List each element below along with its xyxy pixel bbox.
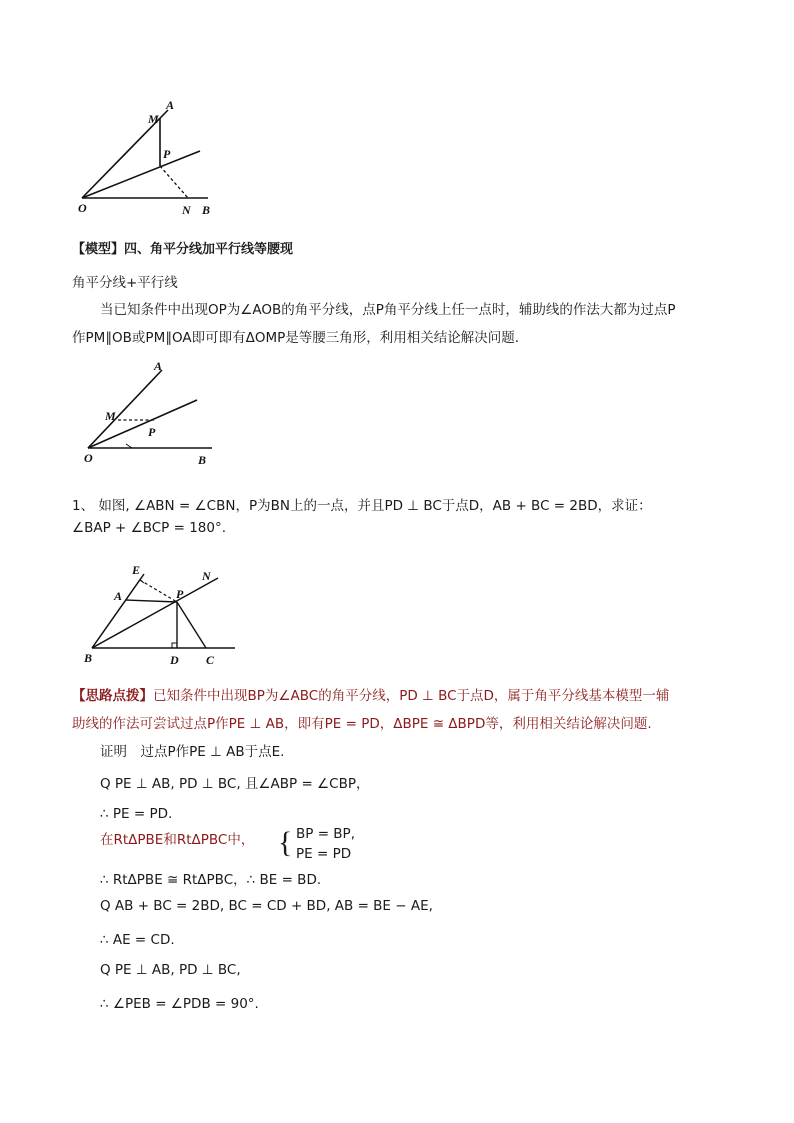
proof-step-3-a: BP = BP, bbox=[296, 826, 355, 842]
segment-pn-dashed bbox=[160, 166, 188, 198]
label-p: P bbox=[148, 425, 156, 439]
proof-step-4: ∴ RtΔPBE ≅ RtΔPBC，∴ BE = BD. bbox=[100, 872, 322, 888]
label-o: O bbox=[78, 201, 87, 215]
subtitle: 角平分线+平行线 bbox=[72, 275, 178, 291]
hint-line-1-text: 已知条件中出现BP为∠ABC的角平分线，PD ⊥ BC于点D，属于角平分线基本模型一辅 bbox=[153, 688, 670, 704]
intro-line-2: 作PM∥OB或PM∥OA即可即有ΔOMP是等腰三角形，利用相关结论解决问题. bbox=[72, 330, 520, 346]
hint-line-2: 助线的作法可尝试过点P作PE ⊥ AB，即有PE = PD，ΔBPE ≅ ΔBPD等，利用相关结论解决问题. bbox=[72, 716, 652, 732]
intro-line-1: 当已知条件中出现OP为∠AOB的角平分线，点P角平分线上任一点时，辅助线的作法大都为过点P bbox=[100, 302, 676, 318]
proof-step-7: Q PE ⊥ AB, PD ⊥ BC, bbox=[100, 962, 241, 978]
problem-1-line-2: ∠BAP + ∠BCP = 180°. bbox=[72, 520, 227, 536]
label-b: B bbox=[84, 651, 93, 665]
label-d: D bbox=[170, 653, 179, 667]
label-p: P bbox=[176, 587, 184, 601]
label-p: P bbox=[163, 147, 171, 161]
proof-step-3-b: PE = PD bbox=[296, 846, 352, 862]
label-b: B bbox=[198, 453, 207, 467]
right-angle-mark-e bbox=[140, 580, 144, 583]
proof-step-1: Q PE ⊥ AB, PD ⊥ BC, 且∠ABP = ∠CBP， bbox=[100, 776, 370, 792]
model-heading: 【模型】四、角平分线加平行线等腰现 bbox=[72, 242, 294, 257]
proof-step-5: Q AB + BC = 2BD, BC = CD + BD, AB = BE − AE, bbox=[100, 898, 433, 914]
ray-ba bbox=[92, 574, 144, 648]
hint-tag: 【思路点拨】 bbox=[72, 688, 153, 704]
figure-2-parallel-line bbox=[72, 358, 222, 470]
label-m: M bbox=[105, 409, 116, 423]
proof-step-6: ∴ AE = CD. bbox=[100, 932, 175, 948]
label-a: A bbox=[166, 98, 175, 112]
brace: { bbox=[278, 826, 293, 859]
hint-block bbox=[72, 682, 752, 738]
ray-op bbox=[88, 400, 197, 448]
label-n: N bbox=[202, 569, 211, 583]
figure-1-angle-bisector bbox=[70, 96, 220, 221]
figure-3-problem bbox=[80, 560, 245, 672]
problem-1-line-1: 1、 如图, ∠ABN = ∠CBN，P为BN上的一点，并且PD ⊥ BC于点D，AB + BC = 2BD，求证： bbox=[72, 498, 652, 514]
label-o: O bbox=[84, 451, 93, 465]
segment-ap bbox=[126, 600, 177, 602]
proof-step-2: ∴ PE = PD. bbox=[100, 806, 173, 822]
proof-step-8: ∴ ∠PEB = ∠PDB = 90°. bbox=[100, 996, 259, 1012]
label-e: E bbox=[132, 563, 141, 577]
proof-step-3-prefix: 在RtΔPBE和RtΔPBC中， bbox=[100, 832, 255, 848]
label-c: C bbox=[206, 653, 215, 667]
intro-paragraph bbox=[72, 296, 732, 352]
label-a: A bbox=[154, 359, 163, 373]
segment-pc bbox=[177, 602, 206, 648]
problem-1 bbox=[72, 492, 752, 542]
segment-pe-dashed bbox=[140, 580, 177, 602]
label-a: A bbox=[114, 589, 123, 603]
label-b: B bbox=[202, 203, 211, 217]
proof-title: 证明 过点P作PE ⊥ AB于点E. bbox=[100, 744, 285, 760]
hint-line-1 bbox=[72, 682, 752, 710]
label-n: N bbox=[182, 203, 191, 217]
label-m: M bbox=[148, 112, 159, 126]
